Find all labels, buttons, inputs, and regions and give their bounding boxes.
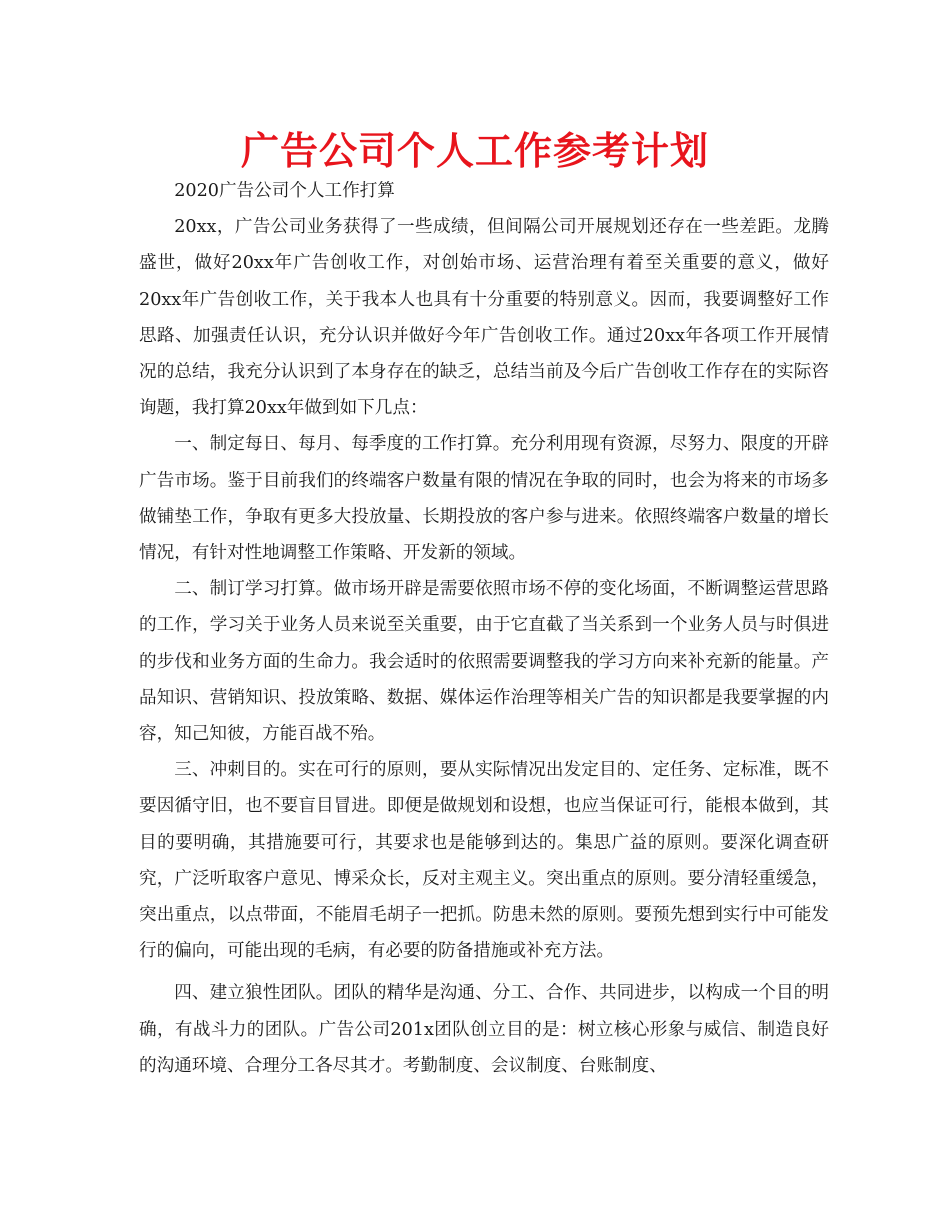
paragraph-subtitle: 2020广告公司个人工作打算 <box>174 181 395 201</box>
paragraph-intro: 20xx，广告公司业务获得了一些成绩，但间隔公司开展规划还存在一些差距。龙腾盛世，做好20xx年广告创收工作，对创始市场、运营治理有着至关重要的意义，做好20xx年广告创收工作，关于我本人也具有十分重要的特别意义。因而，我要调整好工作思路、加强责任认识，充分认识并做好今年广告创收工作。通过20xx年各项工作开展情况的总结，我充分认识到了本身存在的缺乏，总结当前及今后广告创收工作存在的实际咨询题，我打算20xx年做到如下几点： <box>139 217 829 419</box>
document-body <box>139 173 829 1084</box>
paragraph-point-2: 二、制订学习打算。做市场开辟是需要依照市场不停的变化场面，不断调整运营思路的工作，学习关于业务人员来说至关重要，由于它直截了当关系到一个业务人员与时俱进的步伐和业务方面的生命力。我会适时的依照需要调整我的学习方向来补充新的能量。产品知识、营销知识、投放策略、数据、媒体运作治理等相关广告的知识都是我要掌握的内容，知己知彼，方能百战不殆。 <box>139 579 829 745</box>
paragraph-point-3: 三、冲刺目的。实在可行的原则，要从实际情况出发定目的、定任务、定标准，既不要因循守旧，也不要盲目冒进。即便是做规划和设想，也应当保证可行，能根本做到，其目的要明确，其措施要可行，其要求也是能够到达的。集思广益的原则。要深化调查研究，广泛听取客户意见、博采众长，反对主观主义。突出重点的原则。要分清轻重缓急，突出重点，以点带面，不能眉毛胡子一把抓。防患未然的原则。要预先想到实行中可能发行的偏向，可能出现的毛病，有必要的防备措施或补充方法。 <box>139 760 829 962</box>
paragraph-point-4: 四、建立狼性团队。团队的精华是沟通、分工、合作、共同进步，以构成一个目的明确，有战斗力的团队。广告公司201x团队创立目的是：树立核心形象与威信、制造良好的沟通环境、合理分工各尽其才。考勤制度、会议制度、台账制度、 <box>139 983 829 1076</box>
document-title: 广告公司个人工作参考计划 <box>240 129 709 173</box>
paragraph-point-1: 一、制定每日、每月、每季度的工作打算。充分利用现有资源，尽努力、限度的开辟广告市场。鉴于目前我们的终端客户数量有限的情况在争取的同时，也会为将来的市场多做铺垫工作，争取有更多大投放量、长期投放的客户参与进来。依照终端客户数量的增长情况，有针对性地调整工作策略、开发新的领域。 <box>139 434 829 564</box>
